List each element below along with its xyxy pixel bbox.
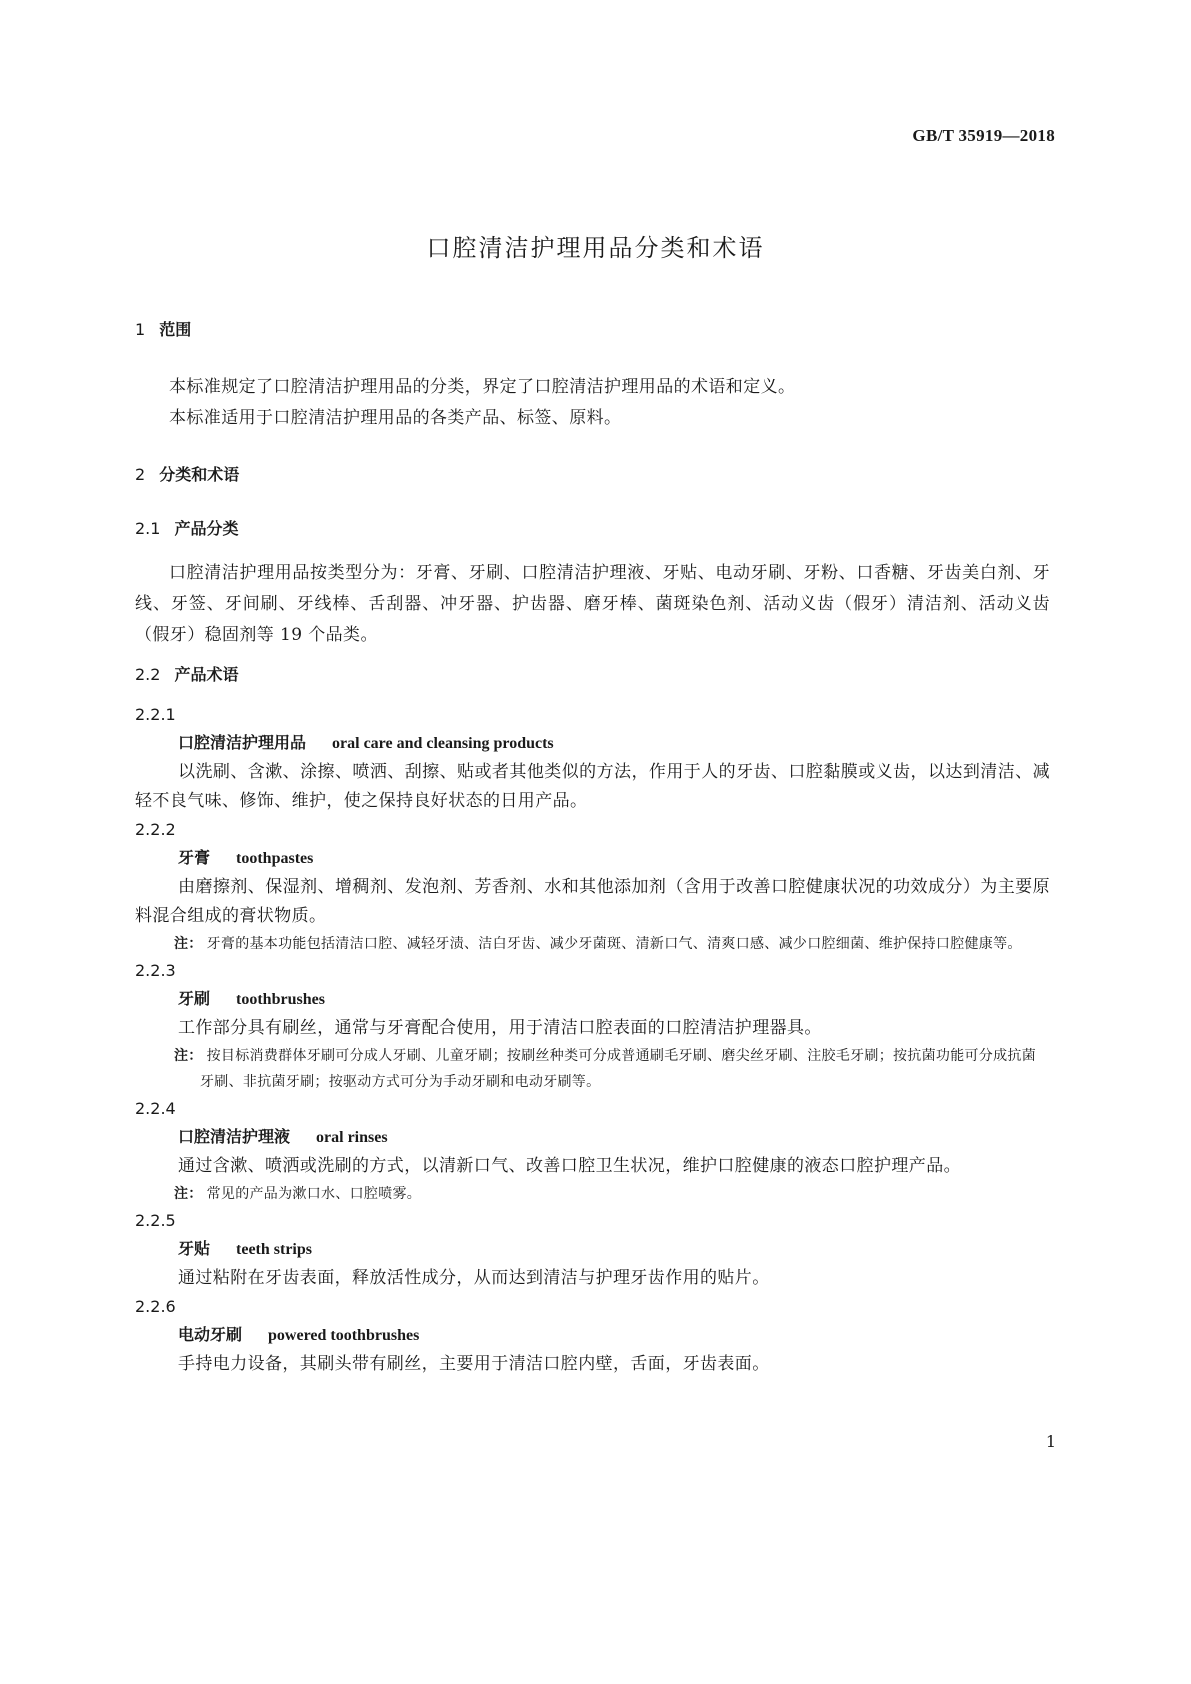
- note-text: 常见的产品为漱口水、口腔喷雾。: [206, 1186, 422, 1202]
- term-number: 2.2.5: [135, 1211, 176, 1230]
- term-name: [135, 729, 1050, 758]
- term-entry: [135, 1207, 1050, 1293]
- document-title: 口腔清洁护理用品分类和术语: [426, 234, 765, 262]
- term-number: 2.2.6: [135, 1297, 176, 1316]
- term-number: 2.2.2: [135, 820, 176, 839]
- subsection-number: 2.1: [135, 519, 161, 538]
- scope-paragraph-2: 本标准适用于口腔清洁护理用品的各类产品、标签、原料。: [169, 408, 622, 428]
- term-name-chinese: 牙刷: [178, 989, 211, 1008]
- term-number: 2.2.3: [135, 961, 176, 980]
- note-label: 注：: [174, 936, 203, 952]
- term-name-english: powered toothbrushes: [268, 1327, 420, 1344]
- term-name: [135, 1321, 1050, 1350]
- scope-paragraph-1: 本标准规定了口腔清洁护理用品的分类，界定了口腔清洁护理用品的术语和定义。: [169, 377, 796, 397]
- section-number: 1: [135, 320, 146, 339]
- term-name-english: toothbrushes: [236, 991, 325, 1008]
- subsection-title: 产品术语: [174, 665, 239, 684]
- term-name-english: toothpastes: [236, 850, 314, 867]
- term-number: 2.2.4: [135, 1099, 176, 1118]
- term-note: [135, 1181, 1050, 1207]
- term-name: [135, 844, 1050, 873]
- term-name-chinese: 口腔清洁护理用品: [178, 733, 307, 752]
- term-entry: [135, 701, 1050, 816]
- subsection-heading-product-terms: [135, 663, 1050, 687]
- term-number: 2.2.1: [135, 705, 176, 724]
- term-definition: 以洗刷、含漱、涂擦、喷洒、刮擦、贴或者其他类似的方法，作用于人的牙齿、口腔黏膜或义齿，以达到清洁、减轻不良气味、修饰、维护，使之保持良好状态的日用产品。: [135, 762, 1050, 811]
- standard-code: GB/T 35919—2018: [912, 126, 1055, 145]
- note-text: 牙膏的基本功能包括清洁口腔、减轻牙渍、洁白牙齿、减少牙菌斑、清新口气、清爽口感、减少口腔细菌、维护保持口腔健康等。: [206, 936, 1022, 952]
- page-number: 1: [1045, 1432, 1056, 1451]
- term-name-chinese: 电动牙刷: [178, 1325, 243, 1344]
- term-name-chinese: 口腔清洁护理液: [178, 1127, 291, 1146]
- term-name: [135, 1235, 1050, 1264]
- section-title: 范围: [159, 320, 192, 339]
- subsection-heading-product-classification: [135, 517, 1050, 541]
- note-text: 按目标消费群体牙刷可分成人牙刷、儿童牙刷；按刷丝种类可分成普通刷毛牙刷、磨尖丝牙刷、注胶毛牙刷；按抗菌功能可分成抗菌牙刷、非抗菌牙刷；按驱动方式可分为手动牙刷和电动牙刷等。: [200, 1048, 1037, 1090]
- term-note: [135, 931, 1050, 957]
- term-name: [135, 1123, 1050, 1152]
- term-definition: 工作部分具有刷丝，通常与牙膏配合使用，用于清洁口腔表面的口腔清洁护理器具。: [178, 1018, 822, 1038]
- term-definition: 手持电力设备，其刷头带有刷丝，主要用于清洁口腔内壁，舌面，牙齿表面。: [178, 1354, 770, 1374]
- term-name: [135, 985, 1050, 1014]
- term-name-english: oral rinses: [316, 1129, 388, 1146]
- section-number: 2: [135, 465, 146, 484]
- term-name-chinese: 牙贴: [178, 1239, 211, 1258]
- section-title: 分类和术语: [159, 465, 240, 484]
- classification-paragraph: 口腔清洁护理用品按类型分为：牙膏、牙刷、口腔清洁护理液、牙贴、电动牙刷、牙粉、口香糖、牙齿美白剂、牙线、牙签、牙间刷、牙线棒、舌刮器、冲牙器、护齿器、磨牙棒、菌斑染色剂、活动义齿（假牙）清洁剂、活动义齿（假牙）稳固剂等 19 个品类。: [135, 563, 1050, 645]
- term-entry: [135, 957, 1050, 1095]
- note-label: 注：: [174, 1186, 203, 1202]
- term-definition: 由磨擦剂、保湿剂、增稠剂、发泡剂、芳香剂、水和其他添加剂（含用于改善口腔健康状况的功效成分）为主要原料混合组成的膏状物质。: [135, 877, 1050, 926]
- term-definition: 通过含漱、喷洒或洗刷的方式，以清新口气、改善口腔卫生状况，维护口腔健康的液态口腔护理产品。: [178, 1156, 961, 1176]
- term-name-chinese: 牙膏: [178, 848, 211, 867]
- section-heading-scope: [135, 318, 1050, 342]
- term-definition: 通过粘附在牙齿表面，释放活性成分，从而达到清洁与护理牙齿作用的贴片。: [178, 1268, 770, 1288]
- subsection-title: 产品分类: [174, 519, 239, 538]
- document-body: [135, 318, 1050, 1379]
- term-name-english: teeth strips: [236, 1241, 312, 1258]
- term-note: [135, 1043, 1050, 1095]
- note-label: 注：: [174, 1048, 203, 1064]
- term-entry: [135, 1293, 1050, 1379]
- term-entry: [135, 1095, 1050, 1207]
- subsection-number: 2.2: [135, 665, 161, 684]
- term-name-english: oral care and cleansing products: [332, 735, 554, 752]
- section-heading-classification: [135, 463, 1050, 487]
- term-entry: [135, 816, 1050, 957]
